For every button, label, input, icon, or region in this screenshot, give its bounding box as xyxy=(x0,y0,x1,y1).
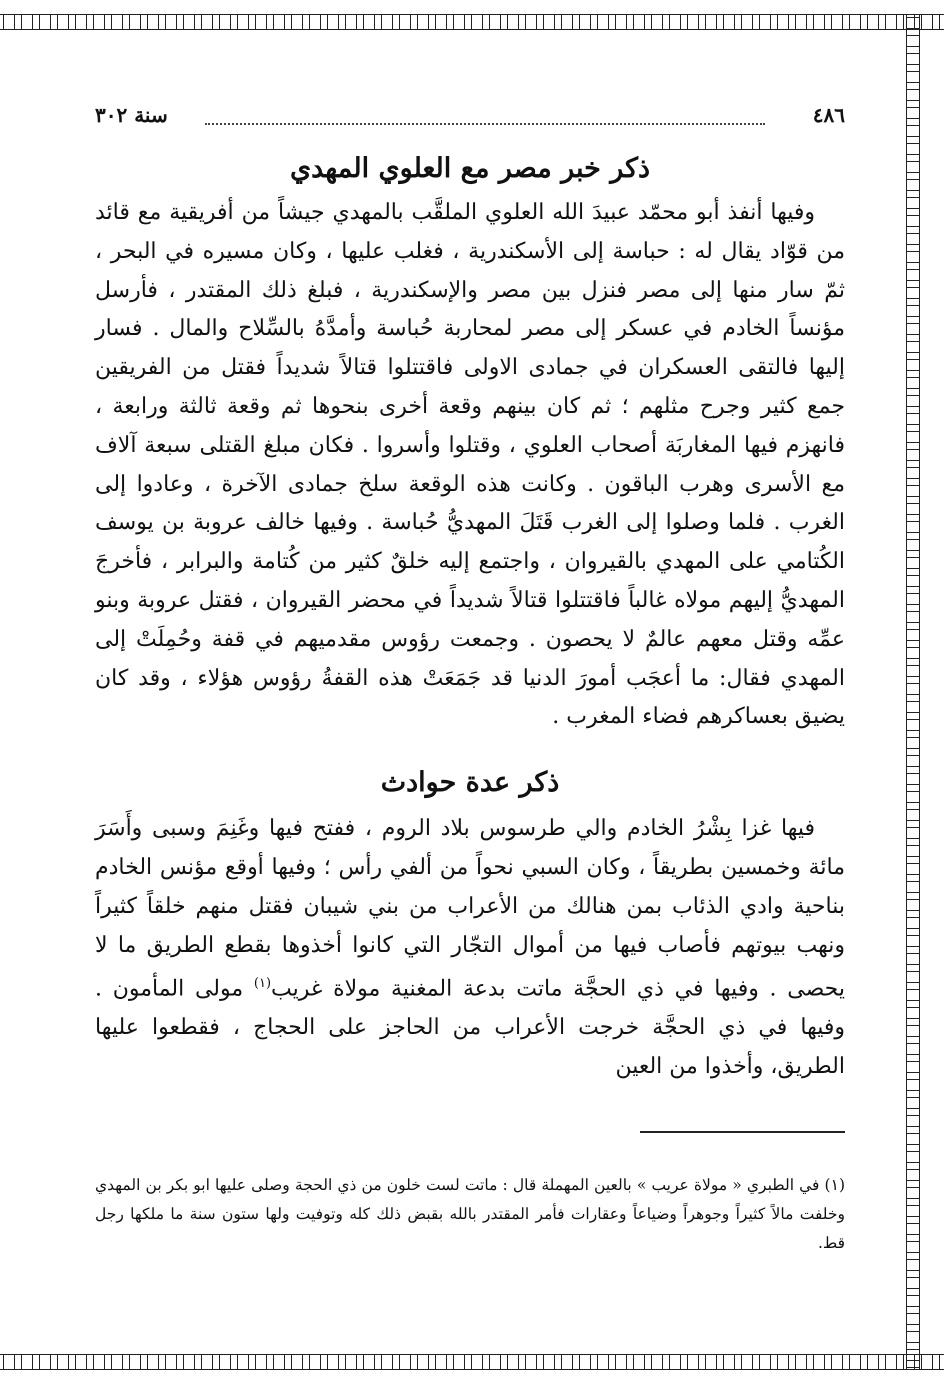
right-ornamental-border xyxy=(906,14,920,1370)
running-header xyxy=(95,95,845,135)
events-text-part2: مولى المأمون . وفيها في ذي الحجَّة خرجت الأعراب من الحاجز على الحجاج ، فقطعوا عليها الطريق، وأخذوا من العين xyxy=(95,976,845,1080)
section-body-egypt: وفيها أنفذ أبو محمّد عبيدَ الله العلوي الملقَّب بالمهدي جيشاً من أفريقية مع قائد من قوّاد يقال له : حباسة إلى الأسكندرية ، فغلب عليها ، وكان مسيره في البحر ، ثمّ سار منها إلى مصر فنزل بين مصر والإسكندرية ، فبلغ ذلك المقتدر ، فأرسل مؤنساً الخادم في عسكر إلى مصر لمحاربة حُباسة وأمدَّهُ بالسِّلاح والمال . فسار إليها فالتقى العسكران في جمادى الاولى فاقتتلوا قتالاً شديداً فقتل من الفريقين جمع كثير وجرح مثلهم ؛ ثم كان بينهم وقعة أخرى بنحوها ثم وقعة ثالثة ورابعة ، فانهزم فيها المغاربَة أصحاب العلوي ، وقتلوا وأسروا . فكان مبلغ القتلى سبعة آلاف مع الأسرى وهرب الباقون . وكانت هذه الوقعة سلخ جمادى الآخرة ، وعادوا إلى الغرب . فلما وصلوا إلى الغرب قَتَلَ المهديُّ حُباسة . وفيها خالف عروبة بن يوسف الكُتامي على المهدي بالقيروان ، واجتمع إليه خلقٌ كثير من كُتامة والبرابر ، فأخرجَ المهديُّ إليهم مولاه غالباً فاقتتلوا قتالاً شديداً في محضر القيروان ، فقتل عروبة وبنو عمِّه وقتل معهم عالمٌ لا يحصون . وجمعت رؤوس مقدميهم في قفة وحُمِلَتْ إلى المهدي فقال: ما أعجَب أمورَ الدنيا قد جَمَعَتْ هذه القفةُ رؤوس هؤلاء ، وقد كان يضيق بعساكرهم فضاء المغرب . xyxy=(95,200,845,730)
page-number: ٤٨٦ xyxy=(812,103,845,127)
top-ornamental-border xyxy=(0,14,944,30)
section-heading-events: ذكر عدة حوادث xyxy=(380,767,560,799)
year-label: سنة ٣٠٢ xyxy=(95,103,168,127)
footnote-reference[interactable]: (١) xyxy=(253,976,272,992)
header-dotted-leader xyxy=(205,123,765,125)
events-text-part1: فيها غزا بِشْرُ الخادم والي طرسوس بلاد الروم ، ففتح فيها وغَنِمَ وسبى وأَسَرَ مائة وخمسين بطريقاً ، وكان السبي نحواً من ألفي رأس ؛ وفيها أوقع مؤنس الخادم بناحية وادي الذئاب بمن هنالك من الأعراب من بني شيبان فقتل منهم خلقاً كثيراً ونهب بيوتهم فأصاب فيها من أموال التجّار التي كانوا أخذوها بقطع الطريق ما لا يحصى . وفيها في ذي الحجَّة ماتت بدعة المغنية مولاة غريب xyxy=(95,816,845,1002)
section-heading-egypt: ذكر خبر مصر مع العلوي المهدي xyxy=(290,153,650,184)
bottom-ornamental-border xyxy=(0,1354,944,1370)
footnote-separator xyxy=(640,1131,845,1133)
book-page xyxy=(95,95,845,1258)
section-body-events xyxy=(95,810,845,1087)
footnote-text: (١) في الطبري « مولاة عريب » بالعين المهملة قال : ماتت لست خلون من ذي الحجة وصلى عليها ابو بكر بن المهدي وخلفت مالاً كثيراً وجوهراً وضياعاً وعقارات فأمر المقتدر بالله بقبض ذلك كله وتوفيت ولها ستون سنة ما ملكها رجل قط. xyxy=(95,1176,845,1253)
